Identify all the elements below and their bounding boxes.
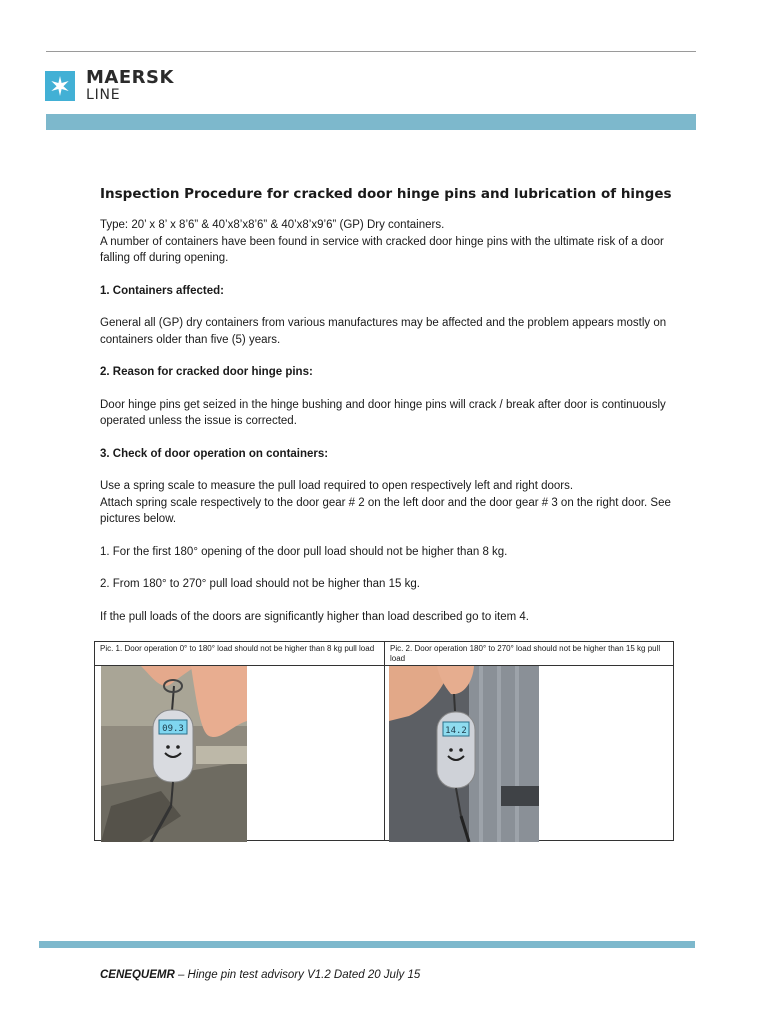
picture-table (94, 641, 674, 841)
picture-cell-2 (384, 642, 673, 840)
picture-caption-1: Pic. 1. Door operation 0° to 180° load should not be higher than 8 kg pull load (95, 642, 384, 666)
spring-scale-photo-2 (389, 666, 539, 842)
brand-name: MAERSK (86, 67, 174, 88)
intro-risk: A number of containers have been found in service with cracked door hinge pins with the ultimate risk of a door falling off during opening. (100, 235, 664, 264)
section-1-heading: 1. Containers affected: (100, 284, 224, 297)
picture-cell-1 (95, 642, 384, 840)
spring-scale-photo-1 (101, 666, 247, 842)
star-icon (45, 71, 75, 101)
top-rule (46, 51, 696, 52)
section-3-line-2: Attach spring scale respectively to the door gear # 2 on the left door and the door gear # 3 on the right door. See pictures below. (100, 496, 671, 525)
step-1: 1. For the first 180° opening of the door pull load should not be higher than 8 kg. (100, 545, 508, 558)
footer-text: – Hinge pin test advisory V1.2 Dated 20 July 15 (174, 969, 421, 981)
section-3-heading: 3. Check of door operation on containers: (100, 447, 329, 460)
header-band (46, 114, 696, 130)
intro-type: Type: 20’ x 8’ x 8’6” & 40’x8’x8’6” & 40’x8’x9’6” (GP) Dry containers. (100, 219, 445, 231)
footer-band (39, 941, 695, 948)
brand-subname: LINE (86, 87, 121, 103)
picture-caption-2: Pic. 2. Door operation 180° to 270° load should not be higher than 15 kg pull load (385, 642, 673, 666)
footer (100, 969, 420, 981)
document-title: Inspection Procedure for cracked door hinge pins and lubrication of hinges (100, 186, 672, 202)
note: If the pull loads of the doors are significantly higher than load described go to item 4. (100, 610, 529, 623)
section-1-body: General all (GP) dry containers from various manufactures may be affected and the problem appears mostly on containers older than five (5) years. (100, 317, 667, 346)
scale-display-1: 09.3 (162, 724, 184, 734)
footer-code: CENEQUEMR (100, 969, 175, 981)
document-body (100, 185, 675, 625)
section-3-line-1: Use a spring scale to measure the pull load required to open respectively left and right doors. (100, 480, 574, 492)
section-2-body: Door hinge pins get seized in the hinge bushing and door hinge pins will crack / break after door is continuously operated unless the issue is corrected. (100, 398, 666, 427)
step-2: 2. From 180° to 270° pull load should not be higher than 15 kg. (100, 578, 420, 590)
section-2-heading: 2. Reason for cracked door hinge pins: (100, 366, 313, 378)
scale-display-2: 14.2 (445, 726, 467, 736)
maersk-logo (45, 69, 174, 102)
